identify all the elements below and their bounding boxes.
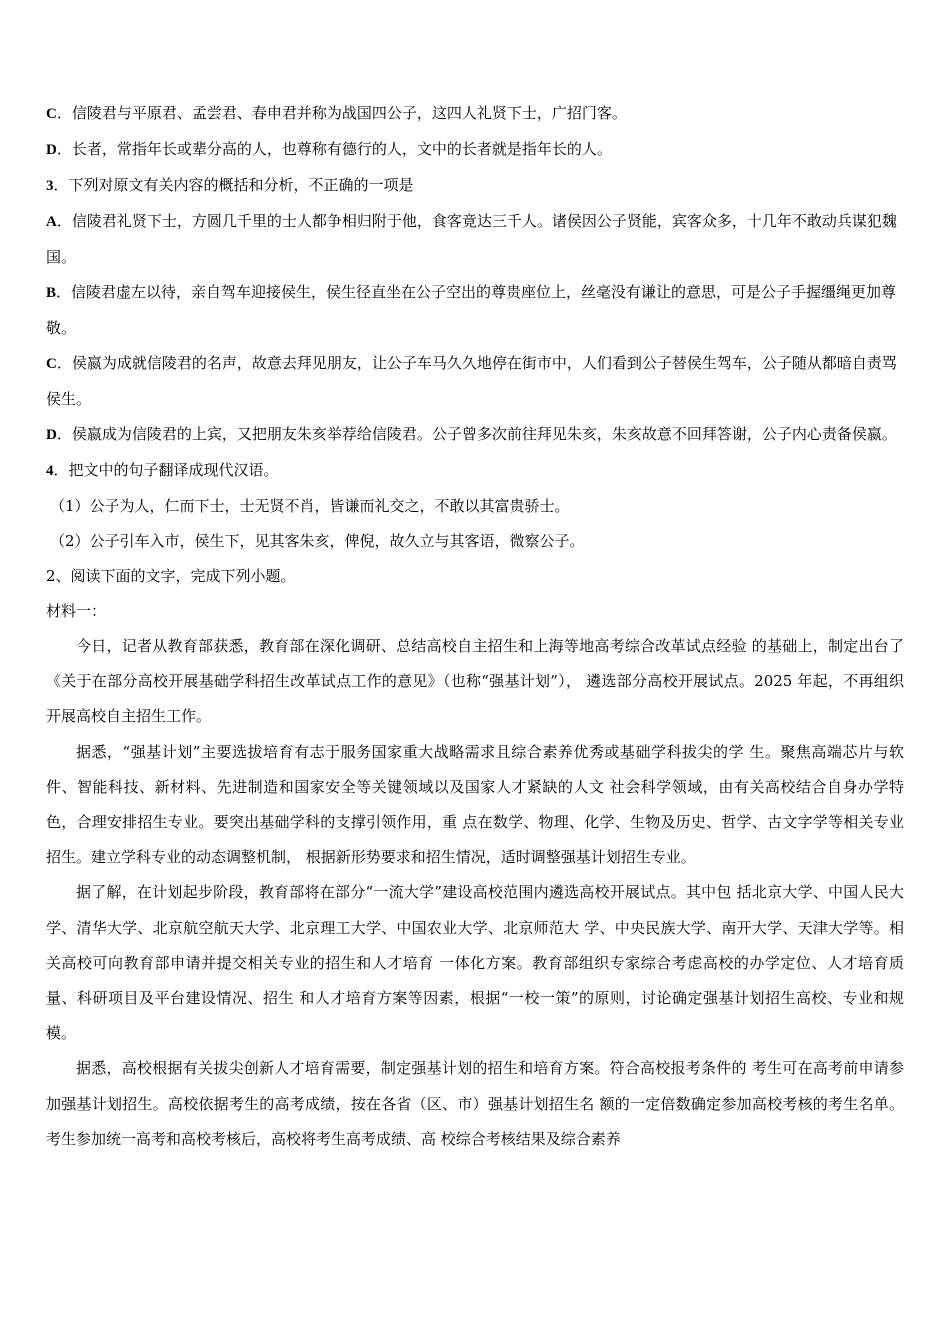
q4-item-2: （2）公子引车入市，侯生下，见其客朱亥，俾倪，故久立与其客语，微察公子。 — [50, 532, 585, 550]
option-label: A — [46, 214, 57, 230]
option-text: ．信陵君礼贤下士，方圆几千里的士人都争相归附于他，食客竟达三千人。诸侯因公子贤能，宾客众多，十几年不敢动兵谋犯魏国。 — [46, 212, 897, 266]
q3-option-c — [46, 346, 904, 417]
option-label: C — [46, 356, 57, 372]
material-paragraph: 今日，记者从教育部获悉，教育部在深化调研、总结高校自主招生和上海等地高考综合改革试点经验 的基础上，制定出台了《关于在部分高校开展基础学科招生改革试点工作的意见》（也称“强基计划”）， 遴选部分高校开展试点。2025 年起，不再组织开展高校自主招生工作。 — [46, 637, 904, 726]
question-4-stem — [46, 453, 904, 489]
option-label: B — [46, 285, 57, 301]
q3-option-a — [46, 204, 904, 275]
option-text: ．侯嬴成为信陵君的上宾，又把朋友朱亥举荐给信陵君。公子曾多次前往拜见朱亥，朱亥故意不回拜答谢，公子内心责备侯嬴。 — [56, 425, 897, 443]
option-text: ．长者，常指年长或辈分高的人，也尊称有德行的人，文中的长者就是指年长的人。 — [56, 140, 612, 158]
option-text: ．信陵君虚左以待，亲自驾车迎接侯生，侯生径直坐在公子空出的尊贵座位上，丝毫没有谦让的意思，可是公子手握缰绳更加尊敬。 — [46, 283, 897, 337]
material-paragraph: 据悉，高校根据有关拔尖创新人才培育需要，制定强基计划的招生和培育方案。符合高校报考条件的 考生可在高考前申请参加强基计划招生。高校依据考生的高考成绩，按在各省（区、市）强基计划招生名 额的一定倍数确定参加高校考核的考生名单。考生参加统一高考和高校考核后，高校将考生高考成绩、高 校综合考核结果及综合素养 — [46, 1059, 904, 1148]
question-3-stem — [46, 168, 904, 204]
q3-option-d — [46, 417, 904, 453]
material-paragraph: 据悉，“强基计划”主要选拔培育有志于服务国家重大战略需求且综合素养优秀或基础学科拔尖的学 生。聚焦高端芯片与软件、智能科技、新材料、先进制造和国家安全等关键领域以及国家人才紧缺的人文 社会科学领域，由有关高校结合自身办学特色，合理安排招生专业。要突出基础学科的支撑引领作用，重 点在数学、物理、化学、生物及历史、哲学、古文字学等相关专业招生。建立学科专业的动态调整机制， 根据新形势要求和招生情况，适时调整强基计划招生专业。 — [46, 742, 904, 867]
q4-item-1: （1）公子为人，仁而下士，士无贤不肖，皆谦而礼交之，不敢以其富贵骄士。 — [50, 497, 570, 515]
option-label: D — [46, 427, 57, 443]
material-label: 材料一： — [46, 602, 107, 620]
question-text: ．下列对原文有关内容的概括和分析，不正确的一项是 — [53, 176, 414, 194]
q3-option-b — [46, 275, 904, 346]
section-2-heading: 2、阅读下面的文字，完成下列小题。 — [46, 567, 296, 585]
question-number: 3 — [46, 178, 54, 194]
option-label: D — [46, 142, 57, 158]
option-text: ．侯嬴为成就信陵君的名声，故意去拜见朋友，让公子车马久久地停在街市中，人们看到公子替侯生驾车，公子随从都暗自责骂侯生。 — [46, 354, 897, 408]
option-label: C — [46, 106, 57, 122]
option-text: ．信陵君与平原君、孟尝君、春申君并称为战国四公子，这四人礼贤下士，广招门客。 — [56, 104, 627, 122]
q2-option-c — [46, 96, 904, 132]
question-text: ．把文中的句子翻译成现代汉语。 — [53, 461, 279, 479]
question-number: 4 — [46, 463, 54, 479]
document-body — [46, 96, 904, 1157]
q2-option-d — [46, 132, 904, 168]
material-paragraph: 据了解，在计划起步阶段，教育部将在部分“一流大学”建设高校范围内遴选高校开展试点。其中包 括北京大学、中国人民大学、清华大学、北京航空航天大学、北京理工大学、中国农业大学、北京师范大 学、中央民族大学、南开大学、天津大学等。相关高校可向教育部申请并提交相关专业的招生和人才培育 一体化方案。教育部组织专家综合考虑高校的办学定位、人才培育质量、科研项目及平台建设情况、招生 和人才培育方案等因素，根据“一校一策”的原则，讨论确定强基计划招生高校、专业和规模。 — [46, 883, 904, 1043]
